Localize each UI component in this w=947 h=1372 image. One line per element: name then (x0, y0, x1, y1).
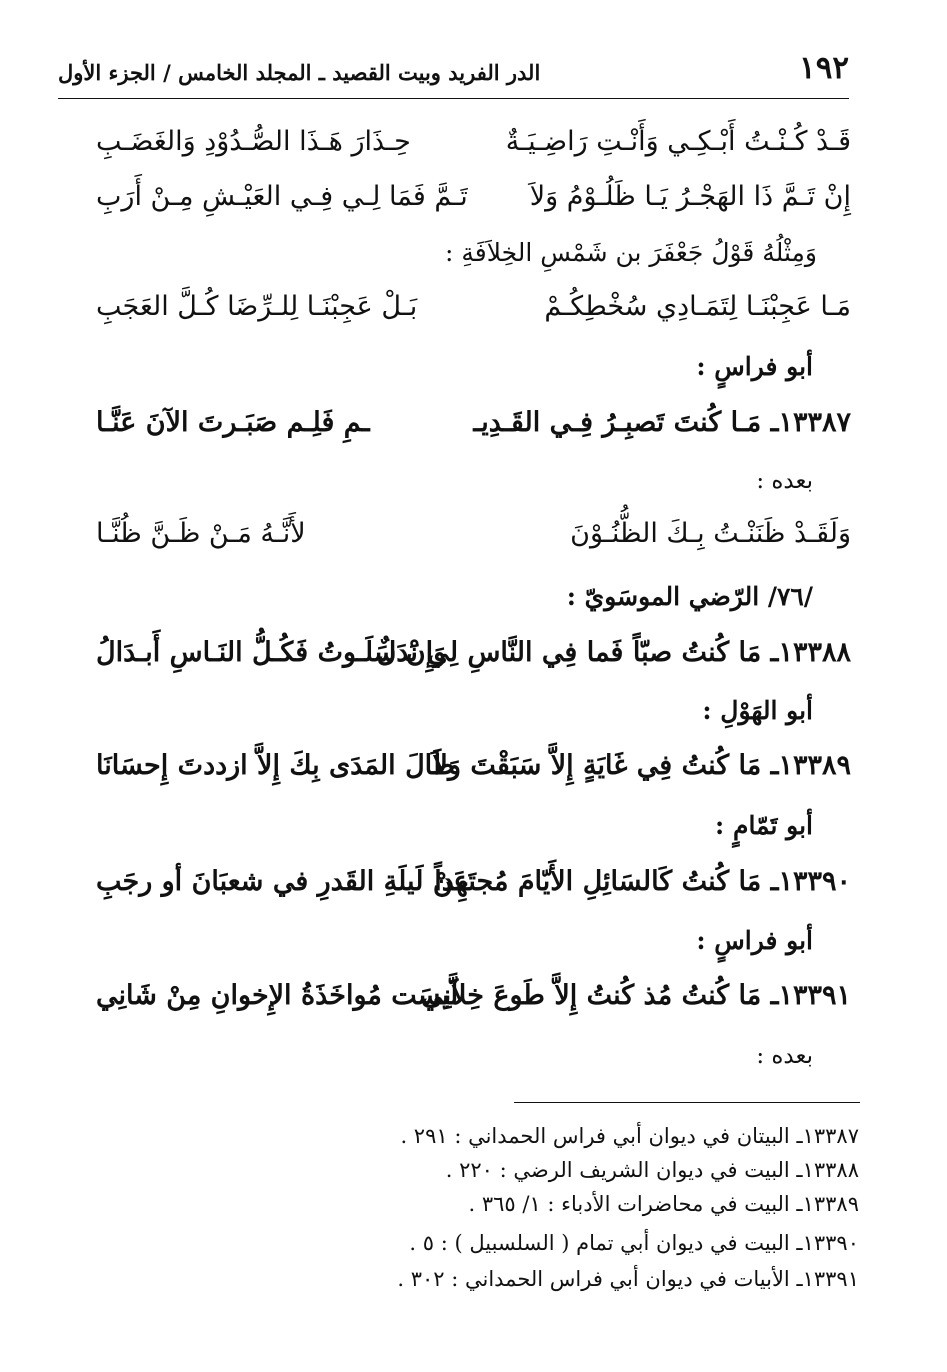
verse-first-hemistich: ١٣٣٩١ـ مَا كُنتُ مُذ كُنتُ إِلاَّ طَوعَ خِلاَّنِي (421, 980, 851, 1011)
numbered-verse (96, 750, 851, 802)
poet-name: أبو فراسٍ : (696, 352, 813, 381)
verse-line (96, 126, 851, 178)
footnote: ١٣٣٨٧ـ البيتان في ديوان أبي فراس الحمداني : ٢٩١ . (400, 1124, 859, 1148)
numbered-verse (96, 866, 851, 918)
footnote: ١٣٣٩١ـ الأبيات في ديوان أبي فراس الحمداني : ٣٠٢ . (397, 1267, 859, 1291)
verse-second-hemistich: طَالَ المَدَى بِكَ إِلاَّ ازددتَ إِحسَانَا (96, 750, 455, 781)
verse-first-hemistich: ١٣٣٨٧ـ مَـا كُنتَ تَصبِـرُ فِـي القَـدِيـ (473, 407, 851, 438)
footnote-separator (514, 1102, 860, 1103)
verse-second-hemistich: حِـذَارَ هَـذَا الصُّـدُوْدِ وَالغَضَـبِ (96, 126, 411, 157)
verse-first-hemistich: ١٣٣٩٠ـ مَا كُنتُ كَالسَائِلِ الأَيّامَ مُجتَهِداً (434, 866, 851, 897)
intro-line: وَمِثْلُهُ قَوْلُ جَعْفَرَ بن شَمْسِ الخِلاَفَةِ : (444, 238, 817, 267)
poet-name: أبو فراسٍ : (696, 926, 813, 955)
continuation-label: بعده : (756, 1043, 813, 1069)
page-header (58, 40, 849, 104)
running-title: الدر الفريد وبيت القصيد ـ المجلد الخامس / الجزء الأول (58, 60, 541, 85)
verse-first-hemistich: ١٣٣٨٩ـ مَا كُنتُ فِي غَايَةٍ إِلاَّ سَبَقْتَ وَلاَ (432, 750, 851, 781)
verse-second-hemistich: وَإِنْ سَلَـوتُ فَكُـلُّ النَـاسِ أَبـدَالُ (96, 637, 447, 668)
footnote: ١٣٣٩٠ـ البيت في ديوان أبي تمام ( السلسبيل ) : ٥ . (409, 1231, 859, 1255)
verse-line (96, 518, 851, 570)
verse-first-hemistich: ١٣٣٨٨ـ مَا كُنتُ صبّاً فَما فِي النَّاسِ لِي بَدَلٌ (376, 637, 851, 668)
verse-first-hemistich: إِنْ تَـمَّ ذَا الهَجْـرُ يَـا ظَلُـوْمُ وَلاَ (529, 181, 851, 212)
verse-second-hemistich: بَـلْ عَجِبْنَـا لِلـرِّضَا كُـلَّ العَجَبِ (96, 291, 418, 322)
verse-second-hemistich: عَنْ لَيلَةِ القَدرِ في شعبَانَ أو رجَبِ (96, 866, 470, 897)
verse-first-hemistich: مَـا عَجِبْنَـا لِتَمَـادِي سُخْطِكُـمْ (544, 291, 851, 322)
footnote: ١٣٣٨٩ـ البيت في محاضرات الأدباء : ١/ ٣٦٥ . (468, 1192, 859, 1216)
footnote: ١٣٣٨٨ـ البيت في ديوان الشريف الرضي : ٢٢٠ . (445, 1158, 859, 1182)
header-rule (58, 98, 849, 99)
verse-first-hemistich: قَـدْ كُـنْـتُ أَبْـكِـي وَأَنْـتِ رَاضِـيَـةٌ (505, 126, 851, 157)
verse-first-hemistich: وَلَقَـدْ ظَنَنْـتُ بِـكَ الظُّنُـوْنَ (570, 518, 851, 549)
numbered-verse (96, 980, 851, 1032)
verse-second-hemistich: لَيسَت مُواخَذَةُ الإِخوانِ مِنْ شَانِي (96, 980, 459, 1011)
page-number: ١٩٢ (799, 50, 849, 86)
poet-name: أبو الهَوْلِ : (702, 696, 813, 725)
poet-name: /٧٦/ الرّضي الموسَويّ : (566, 582, 813, 611)
verse-line (96, 181, 851, 233)
verse-second-hemistich: ـمِ فَلِـم صَبَـرتَ الآنَ عَنَّـا (96, 407, 370, 438)
numbered-verse (96, 637, 851, 689)
verse-second-hemistich: تَـمَّ فَمَا لِـي فِـي العَيْـشِ مِـنْ أَرَبِ (96, 181, 468, 212)
numbered-verse (96, 407, 851, 459)
poet-name: أبو تَمّامٍ : (715, 811, 813, 840)
verse-second-hemistich: لأَنَّـهُ مَـنْ ظَـنَّ ظُنَّـا (96, 518, 306, 549)
continuation-label: بعده : (756, 468, 813, 494)
verse-line (96, 291, 851, 343)
